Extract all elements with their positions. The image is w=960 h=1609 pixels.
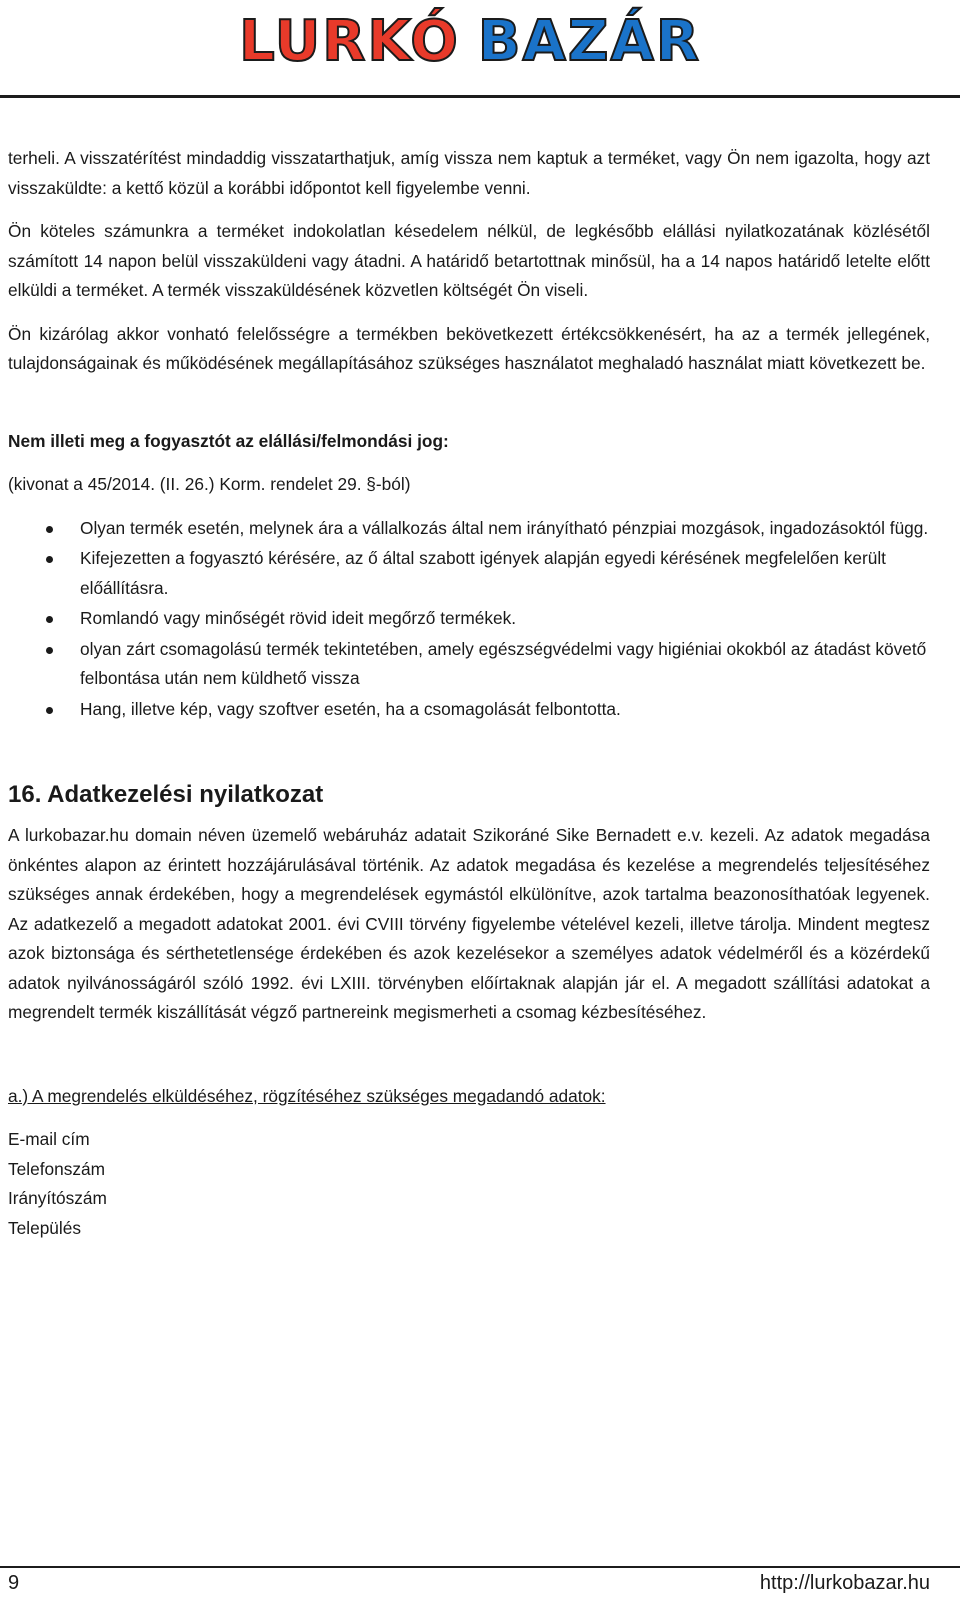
data-handling-paragraph: A lurkobazar.hu domain néven üzemelő webáruház adatait Szikoráné Sike Bernadett e.v. kezeli. Az adatok megadása önkéntes alapon az érintett hozzájárulásával történik. Az adatok megadása és kezelése a megrendelés teljesítéséhez szükséges annak érdekében, hogy a megrendelések egymástól elkülönítve, azok tartalma beazonosíthatóak legyenek. Az adatkezelő a megadott adatokat 2001. évi CVIII törvény figyelembe vételével kezeli, illetve tárolja. Mindent megtesz azok biztonsága és sérthetetlensége érdekében és azok kezelésekor a személyes adatok védelméről és a közérdekű adatok nyilvánosságáról szóló 1992. évi LXIII. törvényben előírtaknak alapján jár el. A megadott szállítási adatokat a megrendelt termék kiszállítását végző partnereink megismerheti a csomag kézbesítéséhez. [8, 825, 930, 1022]
bullet-icon [46, 556, 53, 563]
return-paragraph: Ön köteles számunkra a terméket indokolatlan késedelem nélkül, de legkésőbb elállási nyilatkozatának közlésétől számított 14 napon belül visszaküldeni vagy átadni. A határidő betartottnak minősül, ha a 14 napos határidő letelte előtt elküldi a terméket. A termék visszaküldésének közvetlen költségét Ön viseli. [8, 221, 930, 300]
logo-word-bazar: BAZÁR [477, 8, 701, 74]
bullet-icon [46, 616, 53, 623]
list-item: Kifejezetten a fogyasztó kérésére, az ő által szabott igények alapján egyedi kérésének megfelelően került előállításra. [8, 544, 930, 603]
required-field-zip: Irányítószám [8, 1188, 107, 1208]
exceptions-source: (kivonat a 45/2014. (II. 26.) Korm. rendelet 29. §-ból) [8, 474, 411, 494]
header-divider [0, 95, 960, 98]
list-item: Olyan termék esetén, melynek ára a vállalkozás által nem irányítható pénzpiai mozgások, ingadozásoktól függ. [8, 514, 930, 544]
bullet-icon [46, 526, 53, 533]
exceptions-list [8, 514, 930, 725]
bullet-icon [46, 707, 53, 714]
subsection-a-title: a.) A megrendelés elküldéséhez, rögzítéséhez szükséges megadandó adatok: [8, 1085, 606, 1106]
page-header [0, 0, 960, 100]
lurko-bazar-logo [239, 0, 701, 80]
required-field-email: E-mail cím [8, 1129, 90, 1149]
logo-wordmark [239, 2, 701, 80]
exceptions-heading: Nem illeti meg a fogyasztót az elállási/felmondási jog: [8, 430, 449, 451]
refund-paragraph: terheli. A visszatérítést mindaddig visszatarthatjuk, amíg vissza nem kaptuk a terméket, vagy Ön nem igazolta, hogy azt visszaküldte: a kettő közül a korábbi időpontot kell figyelembe venni. [8, 148, 930, 198]
footer-url-link[interactable]: http://lurkobazar.hu [759, 1572, 930, 1594]
document-body [8, 144, 930, 1243]
list-item: Romlandó vagy minőségét rövid ideit megőrző termékek. [8, 604, 930, 634]
section-16-title: 16. Adatkezelési nyilatkozat [8, 781, 324, 808]
bullet-icon [46, 647, 53, 654]
logo-word-lurko: LURKÓ [239, 8, 460, 74]
required-field-phone: Telefonszám [8, 1158, 106, 1179]
list-item: olyan zárt csomagolású termék tekintetében, amely egészségvédelmi vagy higiéniai okokból az átadást követő felbontása után nem küldhető vissza [8, 635, 930, 694]
liability-paragraph: Ön kizárólag akkor vonható felelősségre a termékben bekövetkezett értékcsökkenésért, ha az a termék jellegének, tulajdonságainak és működésének megállapításához szükséges használatot meghaladó használat miatt következett be. [8, 323, 930, 373]
required-field-city: Település [8, 1217, 82, 1238]
page-number: 9 [8, 1572, 20, 1594]
list-item: Hang, illetve kép, vagy szoftver esetén, ha a csomagolását felbontotta. [8, 695, 930, 725]
footer-divider [0, 1566, 960, 1568]
